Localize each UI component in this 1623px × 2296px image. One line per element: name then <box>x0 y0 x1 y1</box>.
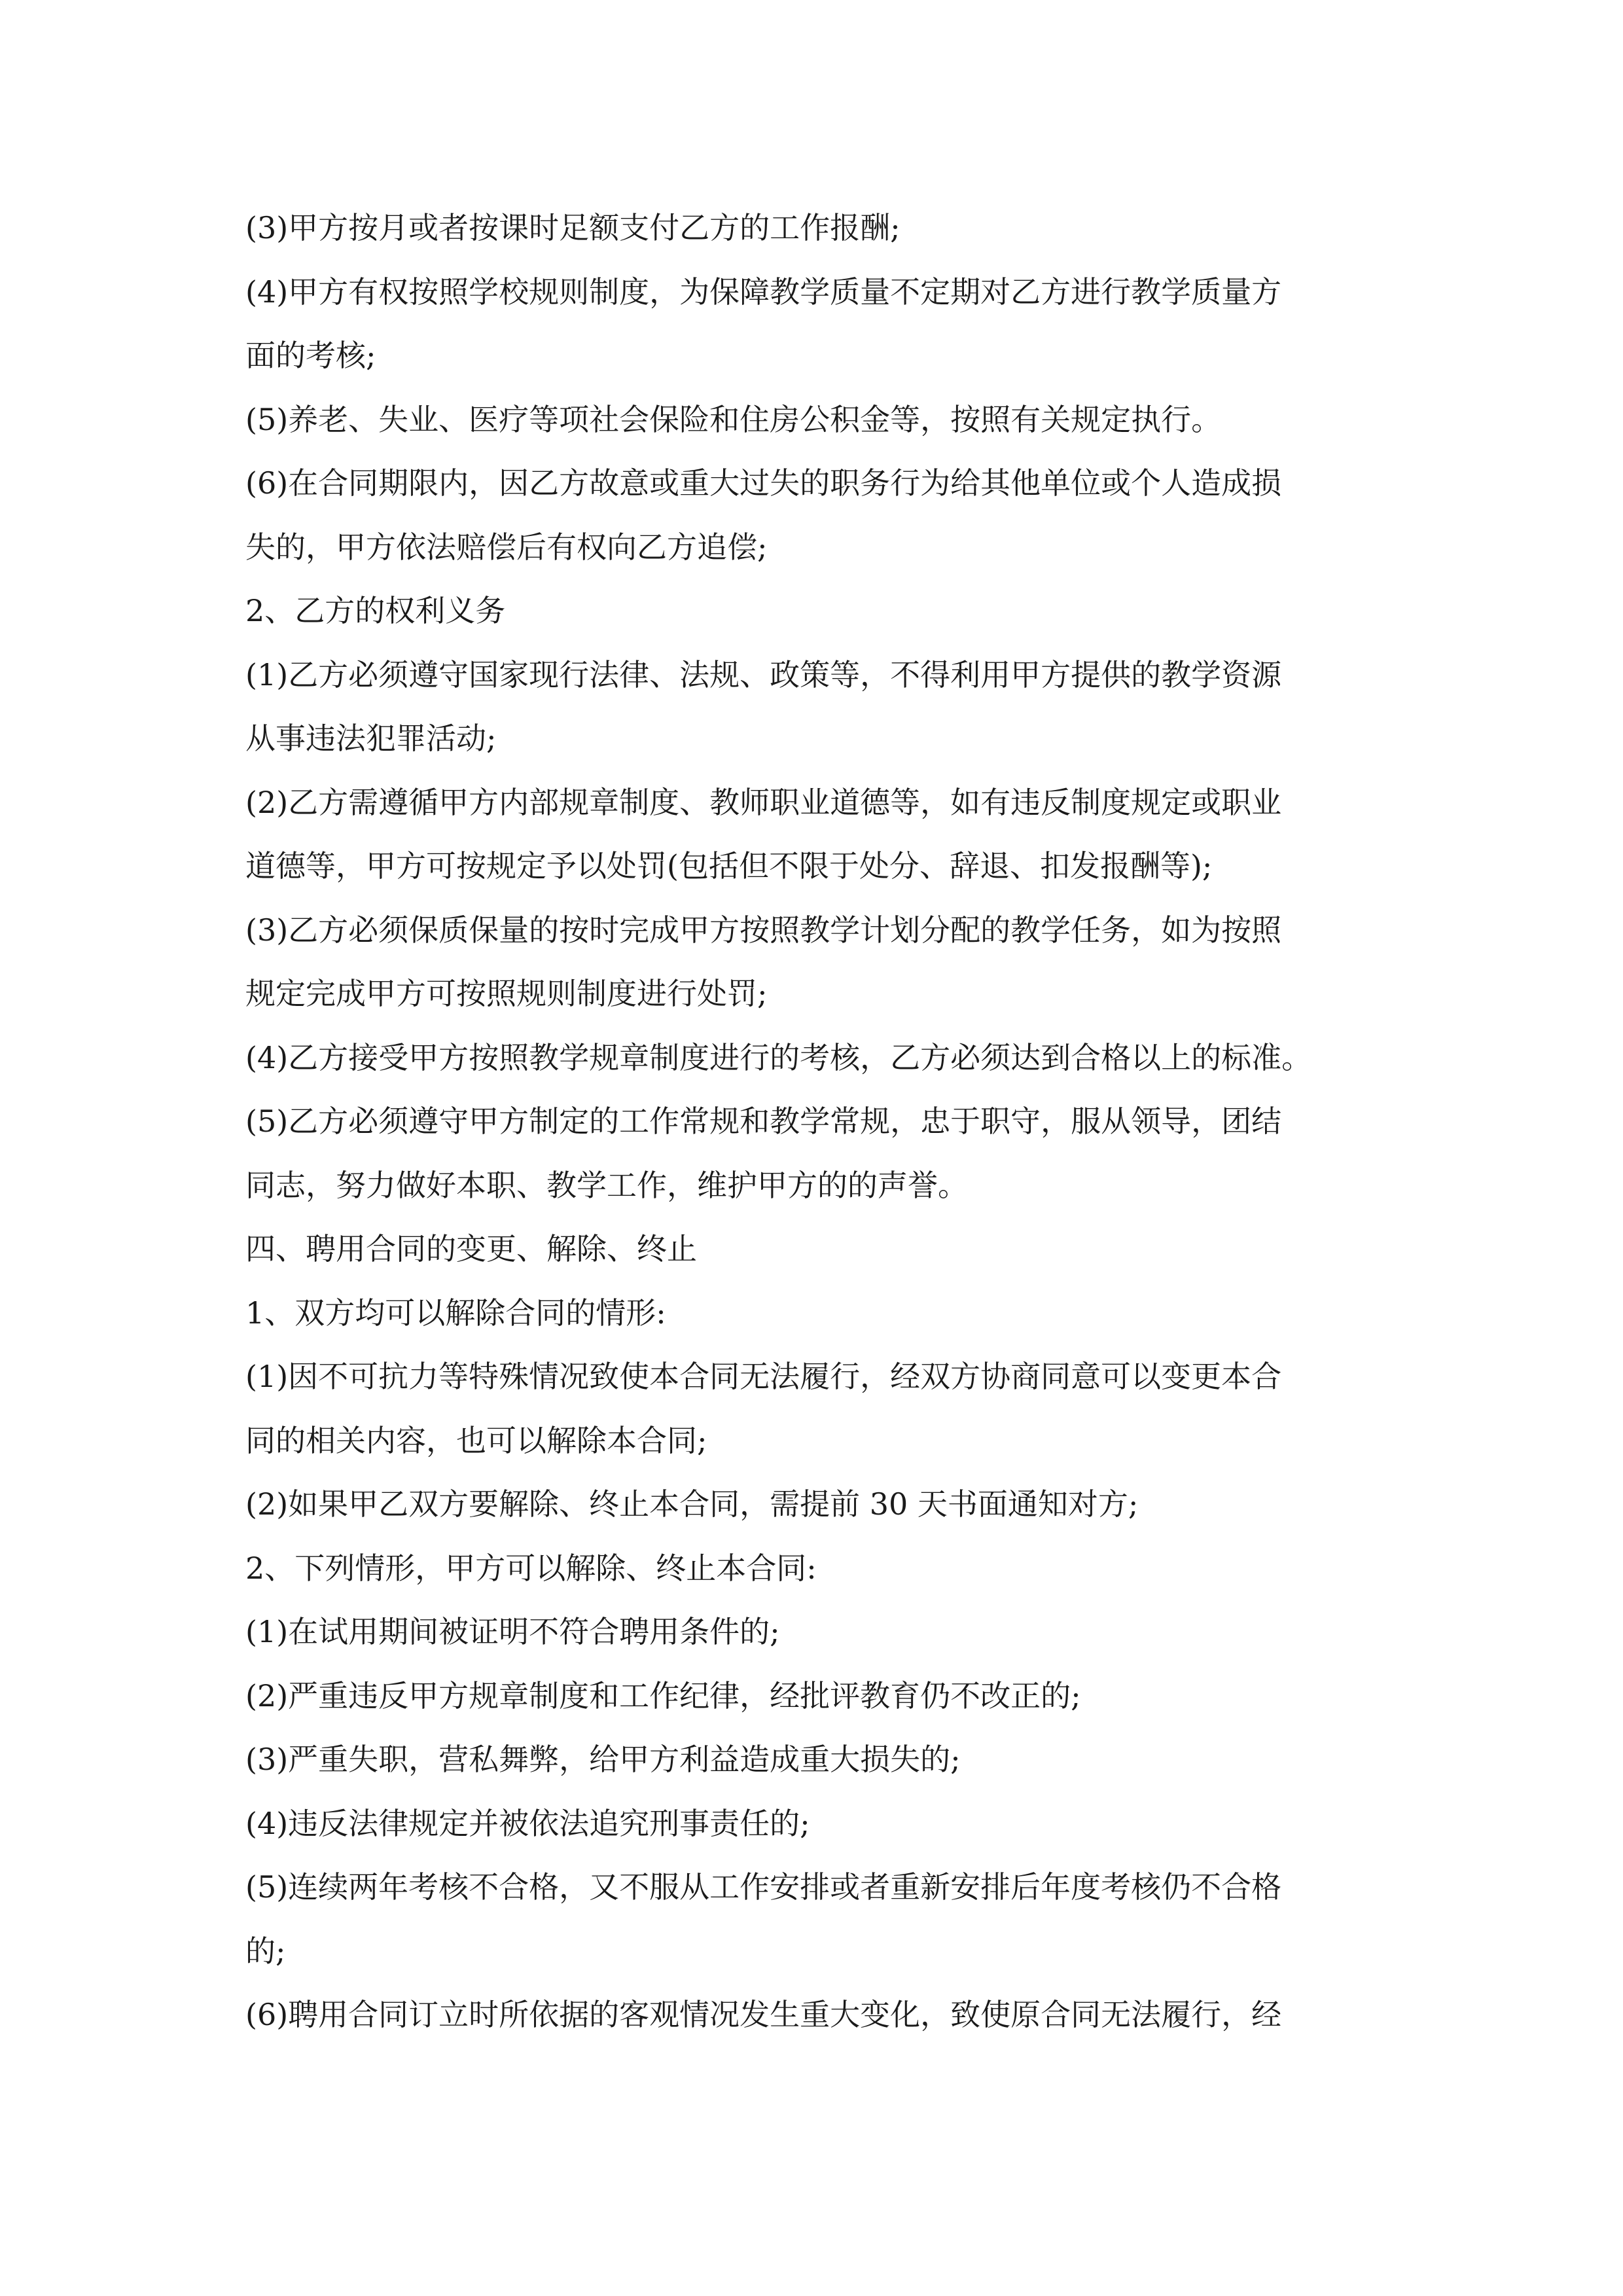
section-heading: 2、乙方的权利义务 <box>245 593 506 628</box>
text-line: (2)如果甲乙双方要解除、终止本合同，需提前 30 天书面通知对方; <box>245 1486 1139 1522</box>
text-line: (1)乙方必须遵守国家现行法律、法规、政策等，不得利用甲方提供的教学资源 <box>245 656 1282 692</box>
text-line: (2)严重违反甲方规章制度和工作纪律，经批评教育仍不改正的; <box>245 1677 1081 1713</box>
text-line: (5)乙方必须遵守甲方制定的工作常规和教学常规，忠于职守，服从领导，团结 <box>245 1103 1282 1139</box>
document-body <box>245 196 1384 2047</box>
text-line: (3)甲方按月或者按课时足额支付乙方的工作报酬; <box>245 210 901 245</box>
text-line: (4)违反法律规定并被依法追究刑事责任的; <box>245 1805 810 1841</box>
section-heading: 四、聘用合同的变更、解除、终止 <box>245 1231 697 1266</box>
subsection-heading: 1、双方均可以解除合同的情形: <box>245 1295 666 1331</box>
text-line: (6)在合同期限内，因乙方故意或重大过失的职务行为给其他单位或个人造成损 <box>245 465 1282 501</box>
text-line: (3)严重失职，营私舞弊，给甲方利益造成重大损失的; <box>245 1742 961 1777</box>
text-line: 道德等，甲方可按规定予以处罚(包括但不限于处分、辞退、扣发报酬等); <box>245 848 1213 884</box>
text-line: (2)乙方需遵循甲方内部规章制度、教师职业道德等，如有违反制度规定或职业 <box>245 784 1282 820</box>
text-line: 同的相关内容，也可以解除本合同; <box>245 1422 707 1458</box>
text-line: 的; <box>245 1933 286 1969</box>
text-line: 规定完成甲方可按照规则制度进行处罚; <box>245 976 768 1011</box>
text-line: 从事违法犯罪活动; <box>245 721 497 756</box>
text-line: (4)乙方接受甲方按照教学规章制度进行的考核，乙方必须达到合格以上的标准。 <box>245 1039 1312 1075</box>
text-line: (6)聘用合同订立时所依据的客观情况发生重大变化，致使原合同无法履行，经 <box>245 1997 1282 2032</box>
text-line: (5)连续两年考核不合格，又不服从工作安排或者重新安排后年度考核仍不合格 <box>245 1869 1282 1905</box>
text-line: (3)乙方必须保质保量的按时完成甲方按照教学计划分配的教学任务，如为按照 <box>245 912 1282 948</box>
text-line: 同志，努力做好本职、教学工作，维护甲方的的声誉。 <box>245 1167 968 1203</box>
text-line: (1)在试用期间被证明不符合聘用条件的; <box>245 1614 780 1649</box>
subsection-heading: 2、下列情形，甲方可以解除、终止本合同: <box>245 1550 817 1586</box>
text-line: (4)甲方有权按照学校规则制度，为保障教学质量不定期对乙方进行教学质量方 <box>245 274 1282 310</box>
text-line: 失的，甲方依法赔偿后有权向乙方追偿; <box>245 529 768 565</box>
text-line: 面的考核; <box>245 338 376 373</box>
text-line: (5)养老、失业、医疗等项社会保险和住房公积金等，按照有关规定执行。 <box>245 401 1222 437</box>
text-line: (1)因不可抗力等特殊情况致使本合同无法履行，经双方协商同意可以变更本合 <box>245 1359 1282 1394</box>
